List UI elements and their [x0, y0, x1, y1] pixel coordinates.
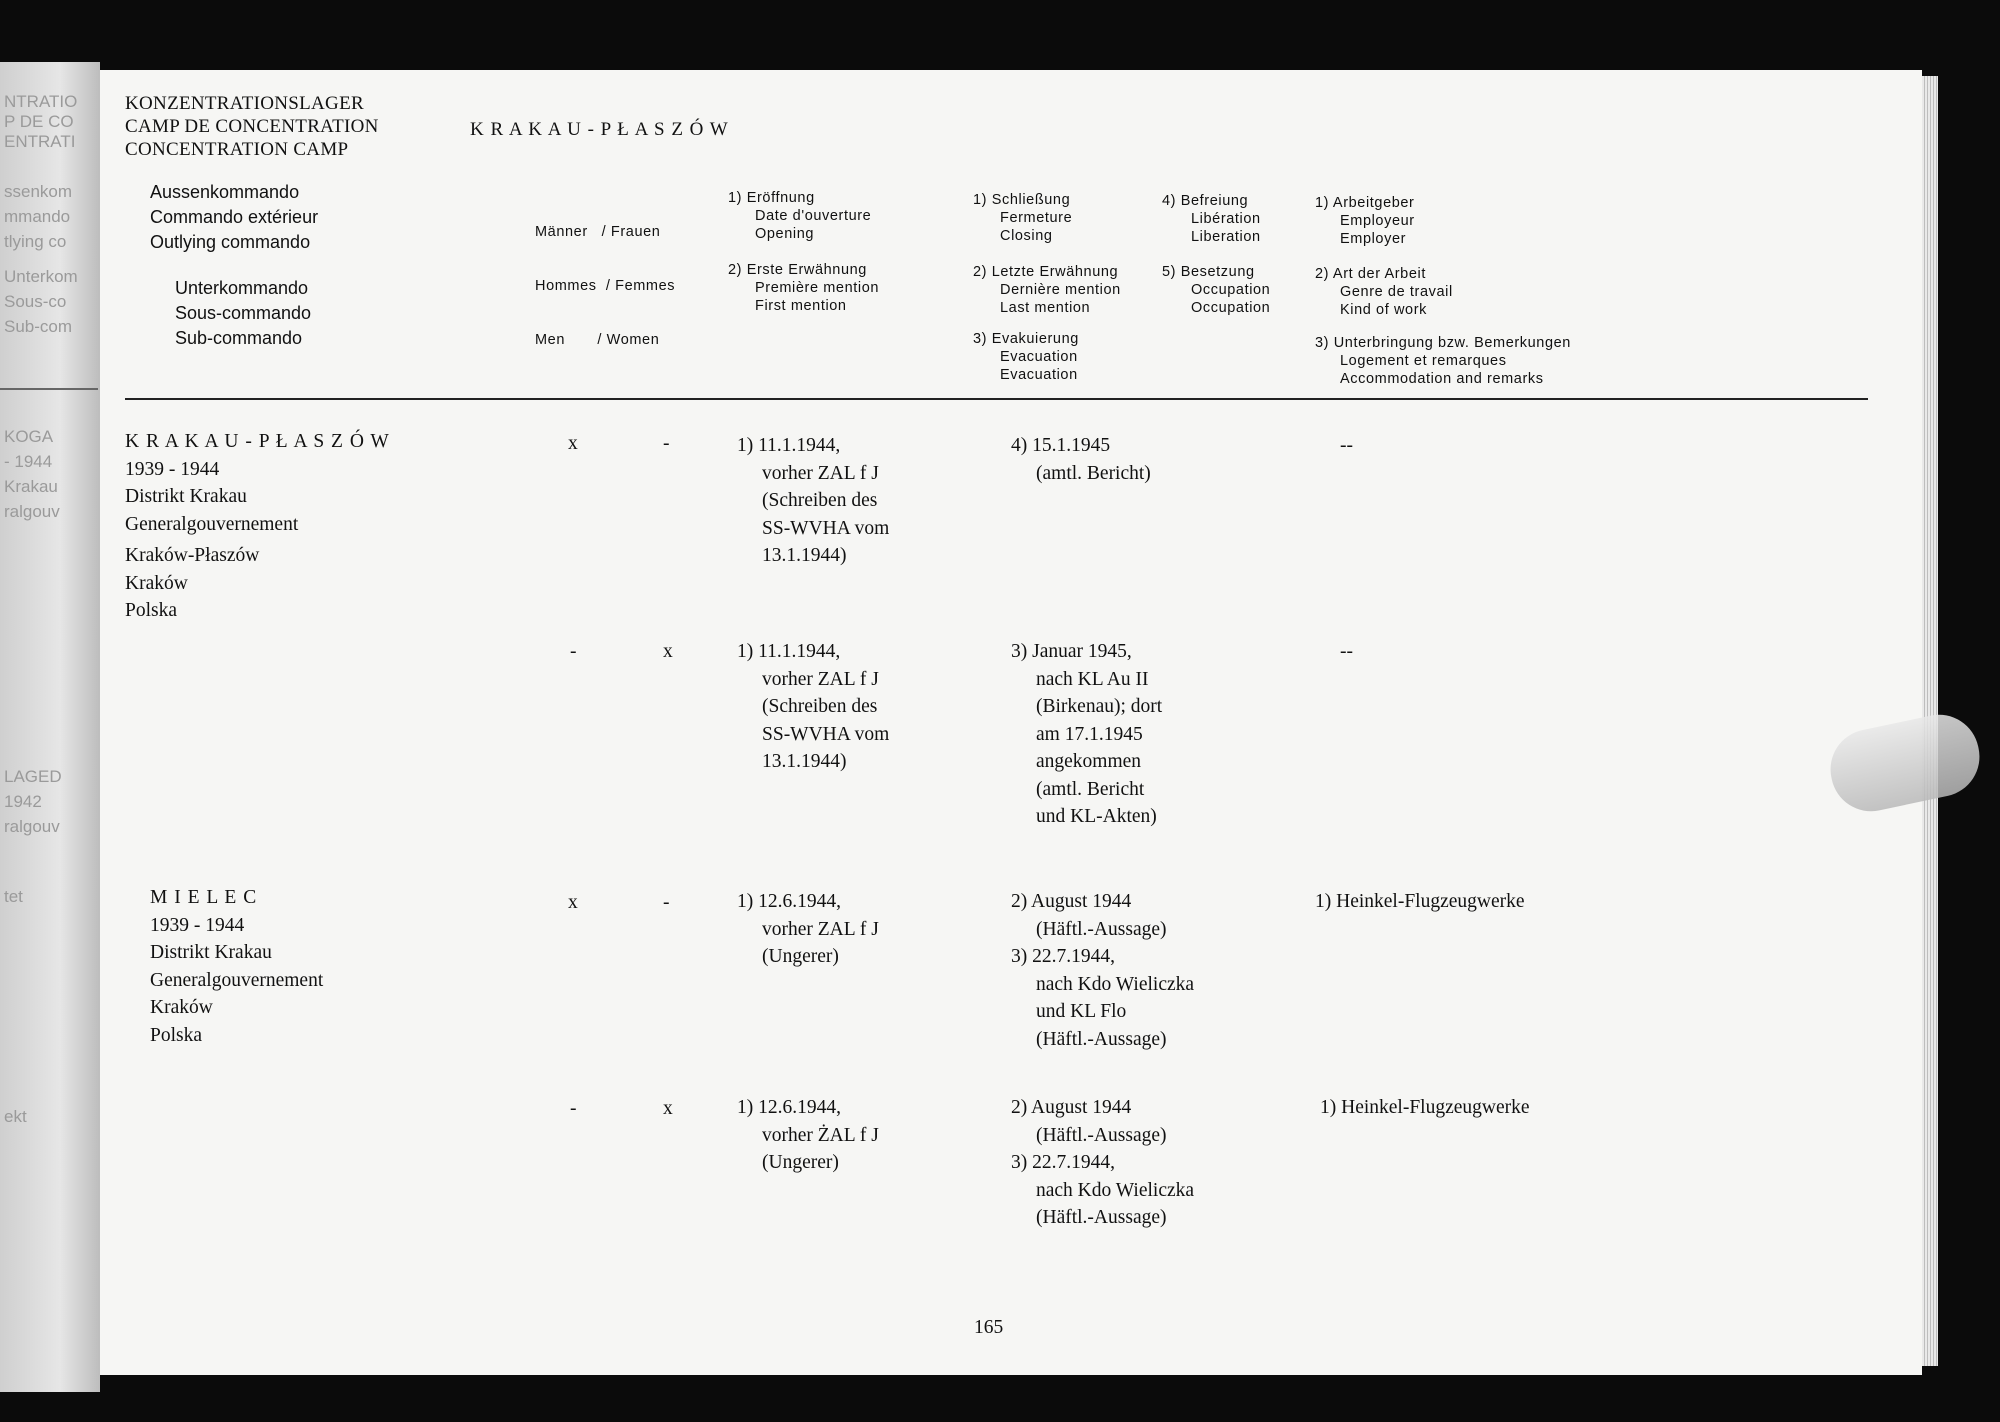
- header-line: Unterkommando: [175, 278, 309, 298]
- cell-line: 13.1.1944): [762, 751, 847, 772]
- closing-cell: [1011, 888, 1194, 1053]
- left-page-text: Unterkom: [4, 267, 78, 286]
- sub-commando-label: [175, 276, 311, 351]
- opening-cell: [737, 1094, 879, 1177]
- place-line: M I E L E C: [150, 887, 258, 908]
- left-page-text: KOGA: [4, 427, 54, 446]
- header-line: Accommodation and remarks: [1340, 371, 1544, 387]
- header-line: Last mention: [1000, 300, 1091, 316]
- cell-line: (amtl. Bericht): [1036, 462, 1151, 484]
- place-line: 1939 - 1944: [125, 458, 220, 480]
- header-line: 3) Unterbringung bzw. Bemerkungen: [1315, 335, 1571, 351]
- header-line: Date d'ouverture: [755, 208, 872, 224]
- left-page-text: ekt: [4, 1107, 27, 1126]
- header-line: 1) Eröffnung: [728, 190, 815, 206]
- cell-line: (Häftl.-Aussage): [1036, 1207, 1167, 1228]
- header-line: Employer: [1340, 231, 1407, 247]
- left-page-rule: [0, 388, 98, 390]
- remarks-cell: [1340, 638, 1353, 666]
- evacuation-column-header: [973, 330, 1079, 384]
- place-line: Distrikt Krakau: [150, 942, 272, 963]
- header-line: Employeur: [1340, 213, 1415, 229]
- header-line: Occupation: [1191, 300, 1271, 316]
- last-mention-column-header: [973, 263, 1121, 317]
- entry-place: [150, 884, 323, 1049]
- cell-line: SS-WVHA vom: [762, 517, 890, 539]
- place-line: K R A K A U - P Ł A S Z Ó W: [125, 431, 390, 452]
- left-page-text: - 1944: [4, 452, 53, 471]
- cell-line: SS-WVHA vom: [762, 723, 890, 745]
- header-line: Logement et remarques: [1340, 353, 1507, 369]
- header-line: 3) Evakuierung: [973, 331, 1079, 347]
- sex-column-header: [535, 187, 675, 367]
- header-line: 1) Arbeitgeber: [1315, 195, 1415, 211]
- closing-column-header: [973, 191, 1072, 245]
- cell-line: (Häftl.-Aussage): [1036, 1028, 1167, 1050]
- kind-of-work-column-header: [1315, 265, 1453, 319]
- opening-column-header: [728, 189, 871, 243]
- women-mark: x: [663, 641, 673, 662]
- place-line: Kraków: [125, 572, 188, 594]
- cell-line: (amtl. Bericht: [1036, 778, 1145, 800]
- cell-line: --: [1340, 641, 1353, 662]
- header-line: Liberation: [1191, 229, 1261, 245]
- left-facing-page: [0, 62, 100, 1392]
- employer-column-header: [1315, 194, 1415, 248]
- header-line: Commando extérieur: [150, 207, 319, 227]
- place-line: Kraków-Płaszów: [125, 545, 260, 566]
- header-line: 4) Befreiung: [1162, 193, 1249, 209]
- remarks-cell: [1340, 432, 1353, 460]
- header-line: Genre de travail: [1340, 284, 1453, 300]
- header-line: 2) Erste Erwähnung: [728, 262, 867, 278]
- cell-line: (Ungerer): [762, 946, 839, 967]
- opening-cell: [737, 888, 879, 971]
- header-line: 1) Schließung: [973, 192, 1071, 208]
- camp-label-line: CAMP DE CONCENTRATION: [125, 116, 379, 137]
- liberation-column-header: [1162, 192, 1261, 246]
- left-page-text: Krakau: [4, 477, 58, 496]
- header-line: Evacuation: [1000, 367, 1078, 383]
- cell-line: 2) August 1944: [1011, 1097, 1132, 1118]
- header-line: Outlying commando: [150, 232, 311, 252]
- opening-cell: [737, 638, 889, 776]
- outlying-commando-label: [150, 180, 318, 255]
- camp-name: K R A K A U - P Ł A S Z Ó W: [470, 119, 729, 140]
- cell-line: und KL-Akten): [1036, 806, 1157, 827]
- header-line: Occupation: [1191, 282, 1271, 298]
- header-line: Hommes / Femmes: [535, 278, 676, 294]
- cell-line: nach KL Au II: [1036, 668, 1149, 690]
- men-mark: -: [570, 641, 577, 662]
- left-page-text: mmando: [4, 207, 71, 226]
- place-line: Polska: [125, 600, 178, 621]
- header-line: Aussenkommando: [150, 182, 300, 202]
- cell-line: (Ungerer): [762, 1152, 839, 1173]
- header-line: 2) Letzte Erwähnung: [973, 264, 1119, 280]
- remarks-cell: [1315, 888, 1525, 916]
- cell-line: vorher ZAL f J: [762, 918, 879, 940]
- cell-line: am 17.1.1945: [1036, 723, 1143, 745]
- women-mark: -: [663, 433, 670, 454]
- header-line: Evacuation: [1000, 349, 1078, 365]
- closing-cell: [1011, 638, 1162, 831]
- cell-line: 1) 11.1.1944,: [737, 435, 841, 456]
- cell-line: 3) 22.7.1944,: [1011, 1152, 1115, 1173]
- cell-line: 1) 12.6.1944,: [737, 1097, 841, 1118]
- first-mention-column-header: [728, 261, 879, 315]
- cell-line: 13.1.1944): [762, 545, 847, 566]
- cell-line: und KL Flo: [1036, 1001, 1127, 1022]
- left-page-text: LAGED: [4, 767, 62, 786]
- left-page-text: Sous-co: [4, 292, 67, 311]
- cell-line: vorher ZAL f J: [762, 462, 879, 484]
- header-line: Opening: [755, 226, 815, 242]
- left-page-text: NTRATIO: [4, 92, 78, 111]
- camp-label-line: KONZENTRATIONSLAGER: [125, 93, 364, 114]
- cell-line: (Schreiben des: [762, 490, 878, 511]
- cell-line: --: [1340, 435, 1353, 456]
- header-line: First mention: [755, 298, 847, 314]
- cell-line: 4) 15.1.1945: [1011, 435, 1111, 456]
- header-divider: [125, 398, 1868, 400]
- place-line: Polska: [150, 1024, 203, 1046]
- page-number: 165: [974, 1317, 1004, 1338]
- cell-line: (Birkenau); dort: [1036, 696, 1163, 717]
- closing-cell: [1011, 432, 1151, 487]
- place-line: Kraków: [150, 997, 213, 1018]
- header-line: Männer / Frauen: [535, 224, 661, 240]
- cell-line: (Häftl.-Aussage): [1036, 1124, 1167, 1146]
- cell-line: (Häftl.-Aussage): [1036, 918, 1167, 940]
- header-line: Sous-commando: [175, 303, 312, 323]
- header-line: Closing: [1000, 228, 1053, 244]
- women-mark: x: [663, 1098, 673, 1119]
- left-page-text: ralgouv: [4, 817, 60, 836]
- left-page-text: 1942: [4, 792, 42, 811]
- remarks-cell: [1320, 1094, 1530, 1122]
- header-line: Kind of work: [1340, 302, 1427, 318]
- cell-line: (Schreiben des: [762, 696, 878, 717]
- header-line: Libération: [1191, 211, 1261, 227]
- header-line: 5) Besetzung: [1162, 264, 1255, 280]
- header-line: Fermeture: [1000, 210, 1073, 226]
- cell-line: 1) Heinkel-Flugzeugwerke: [1320, 1097, 1530, 1118]
- cell-line: vorher ŻAL f J: [762, 1124, 879, 1146]
- occupation-column-header: [1162, 263, 1270, 317]
- cell-line: 1) 11.1.1944,: [737, 641, 841, 662]
- left-page-text: P DE CO: [4, 112, 74, 131]
- camp-label-line: CONCENTRATION CAMP: [125, 139, 349, 160]
- place-line: 1939 - 1944: [150, 914, 245, 936]
- cell-line: 3) Januar 1945,: [1011, 641, 1132, 662]
- men-mark: -: [570, 1098, 577, 1119]
- closing-cell: [1011, 1094, 1194, 1232]
- entry-place: [125, 428, 390, 625]
- remarks-column-header: [1315, 334, 1571, 388]
- cell-line: 1) 12.6.1944,: [737, 891, 841, 912]
- header-line: Dernière mention: [1000, 282, 1121, 298]
- opening-cell: [737, 432, 889, 570]
- left-page-text: tlying co: [4, 232, 67, 251]
- header-line: Première mention: [755, 280, 880, 296]
- cell-line: 3) 22.7.1944,: [1011, 946, 1115, 967]
- cell-line: vorher ZAL f J: [762, 668, 879, 690]
- header-line: Men / Women: [535, 332, 660, 348]
- cell-line: nach Kdo Wieliczka: [1036, 1179, 1195, 1201]
- men-mark: x: [568, 433, 578, 454]
- header-line: 2) Art der Arbeit: [1315, 266, 1426, 282]
- left-page-text: ENTRATI: [4, 132, 76, 151]
- place-line: Distrikt Krakau: [125, 486, 247, 507]
- cell-line: 2) August 1944: [1011, 891, 1132, 912]
- place-line: Generalgouvernement: [150, 969, 324, 991]
- camp-label: [125, 92, 379, 161]
- cell-line: nach Kdo Wieliczka: [1036, 973, 1195, 995]
- left-page-text: ssenkom: [4, 182, 73, 201]
- cell-line: 1) Heinkel-Flugzeugwerke: [1315, 891, 1525, 912]
- men-mark: x: [568, 892, 578, 913]
- women-mark: -: [663, 892, 670, 913]
- left-page-text: tet: [4, 887, 23, 906]
- left-page-text: ralgouv: [4, 502, 60, 521]
- header-line: Sub-commando: [175, 328, 303, 348]
- cell-line: angekommen: [1036, 751, 1142, 772]
- left-page-text: Sub-com: [4, 317, 73, 336]
- place-line: Generalgouvernement: [125, 513, 299, 535]
